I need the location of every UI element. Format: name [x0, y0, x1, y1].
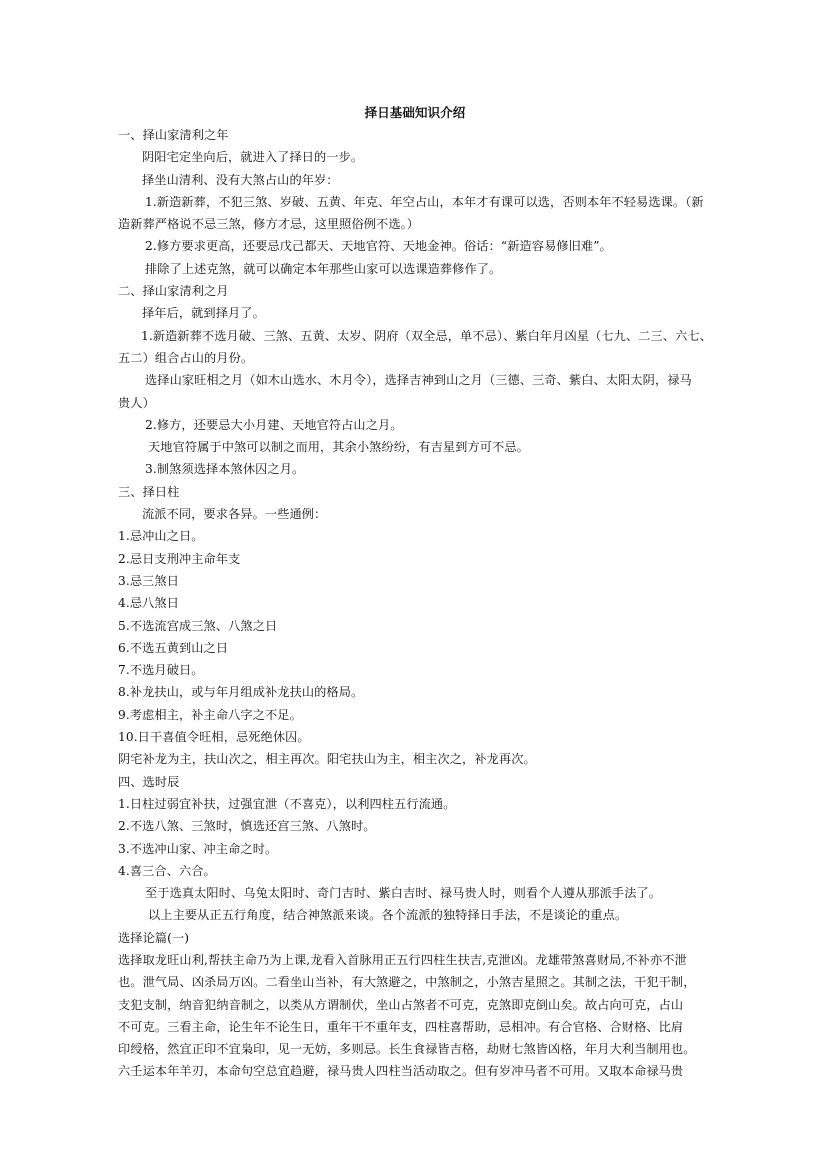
paragraph: 流派不同，要求各异。一些通例： [142, 507, 327, 522]
section-heading: 三、择日柱 [118, 484, 180, 499]
list-item: 5.不选流宫成三煞、八煞之日 [118, 618, 278, 633]
paragraph: 择坐山清利、没有大煞占山的年岁： [142, 172, 339, 187]
list-item: 6.不选五黄到山之日 [118, 640, 229, 655]
list-item: 1.日柱过弱宜补扶，过强宜泄（不喜克），以利四柱五行流通。 [118, 796, 456, 811]
document-title: 择日基础知识介绍 [364, 105, 466, 120]
paragraph-line: 印绶格，然宜正印不宜枭印，见一无妨，多则忌。长生食禄皆吉格，劫财七煞皆凶格，年月大利当制用也。 [118, 1042, 696, 1057]
paragraph-line: 也。泄气局、凶杀局万凶。二看坐山当补，有大煞避之，中煞制之，小煞吉星照之。其制之法，干犯干制， [118, 975, 696, 990]
list-item: 4.喜三合、六合。 [118, 863, 216, 878]
paragraph: 阴阳宅定坐向后，就进入了择日的一步。 [142, 150, 364, 165]
list-item: 7.不选月破日。 [118, 663, 204, 678]
list-item: 10.日干喜值令旺相，忌死绝休囚。 [118, 730, 310, 745]
list-item: 2.忌日支刑冲主命年支 [118, 551, 241, 566]
list-item: 8.补龙扶山，或与年月组成补龙扶山的格局。 [118, 685, 364, 700]
paragraph: 贵人） [118, 395, 155, 410]
list-item: 9.考虑相主，补主命八字之不足。 [118, 707, 302, 722]
list-item: 2.不选八煞、三煞时，慎选还宫三煞、八煞时。 [118, 819, 376, 834]
document-page [118, 96, 712, 1083]
paragraph: 阴宅补龙为主，扶山次之，相主再次。阳宅扶山为主，相主次之，补龙再次。 [118, 752, 536, 767]
paragraph: 选择山家旺相之月（如木山选水、木月令），选择吉神到山之月（三德、三奇、紫白、太阳太阴，禄马 [145, 373, 692, 388]
section-heading: 一、择山家清利之年 [118, 128, 229, 142]
paragraph: 1.新造新葬，不犯三煞、岁破、五黄、年克、年空占山，本年才有课可以选，否则本年不轻易选课。（新 [145, 194, 704, 209]
paragraph-line: 六壬运本年羊刃，本命句空总宜趋避，禄马贵人四柱当活动取之。但有岁冲马者不可用。又取本命禄马贵 [118, 1064, 684, 1079]
list-item: 3.忌三煞日 [118, 573, 179, 588]
paragraph-line: 支犯支制，纳音犯纳音制之，以类从方谓制伏，坐山占煞者不可克，克煞即克倒山矣。故占向可克，占山 [118, 997, 684, 1012]
paragraph: 择年后，就到择月了。 [142, 306, 265, 321]
section-heading: 四、选时辰 [118, 774, 180, 789]
list-item: 3.不选冲山家、冲主命之时。 [118, 841, 278, 856]
paragraph: 排除了上述克煞，就可以确定本年那些山家可以选课造葬修作了。 [145, 261, 502, 276]
paragraph: 天地官符属于中煞可以制之而用，其余小煞纷纷，有吉星到方可不忌。 [148, 440, 529, 455]
paragraph: 至于选真太阳时、乌兔太阳时、奇门吉时、紫白吉时、禄马贵人时，则看个人遵从那派手法了。 [145, 886, 662, 901]
paragraph: 五二）组合占山的月份。 [118, 350, 254, 365]
section-heading: 二、择山家清利之月 [118, 284, 229, 299]
paragraph: 2.修方，还要忌大小月建、天地官符占山之月。 [145, 417, 403, 432]
paragraph-line: 不可克。三看主命，论生年不论生日，重年干不重年支，四柱喜帮助，忌相冲。有合官格、合财格、比肩 [118, 1019, 684, 1034]
list-item: 4.忌八煞日 [118, 596, 179, 611]
paragraph: 造新葬严格说不忌三煞，修方才忌，这里照俗例不选。） [118, 217, 420, 232]
paragraph: 以上主要从正五行角度，结合神煞派来谈。各个流派的独特择日手法，不是谈论的重点。 [148, 908, 628, 923]
paragraph: 2.修方要求更高，还要忌戊己都天、天地官符、天地金神。俗话：“新造容易修旧难”。 [145, 239, 612, 254]
paragraph: 3.制煞须选择本煞休囚之月。 [145, 462, 305, 477]
section-heading: 选择论篇(一) [118, 930, 190, 945]
paragraph: 1.新造新葬不选月破、三煞、五黄、太岁、阴府（双全忌，单不忌）、紫白年月凶星（七九、二三、六七、 [141, 328, 712, 343]
list-item: 1.忌冲山之日。 [118, 529, 204, 544]
paragraph-line: 选择取龙旺山利,帮扶主命乃为上课,龙看入首脉用正五行四柱生扶吉,克泄凶。龙雄带煞喜财局,不补亦不泄 [118, 952, 687, 967]
